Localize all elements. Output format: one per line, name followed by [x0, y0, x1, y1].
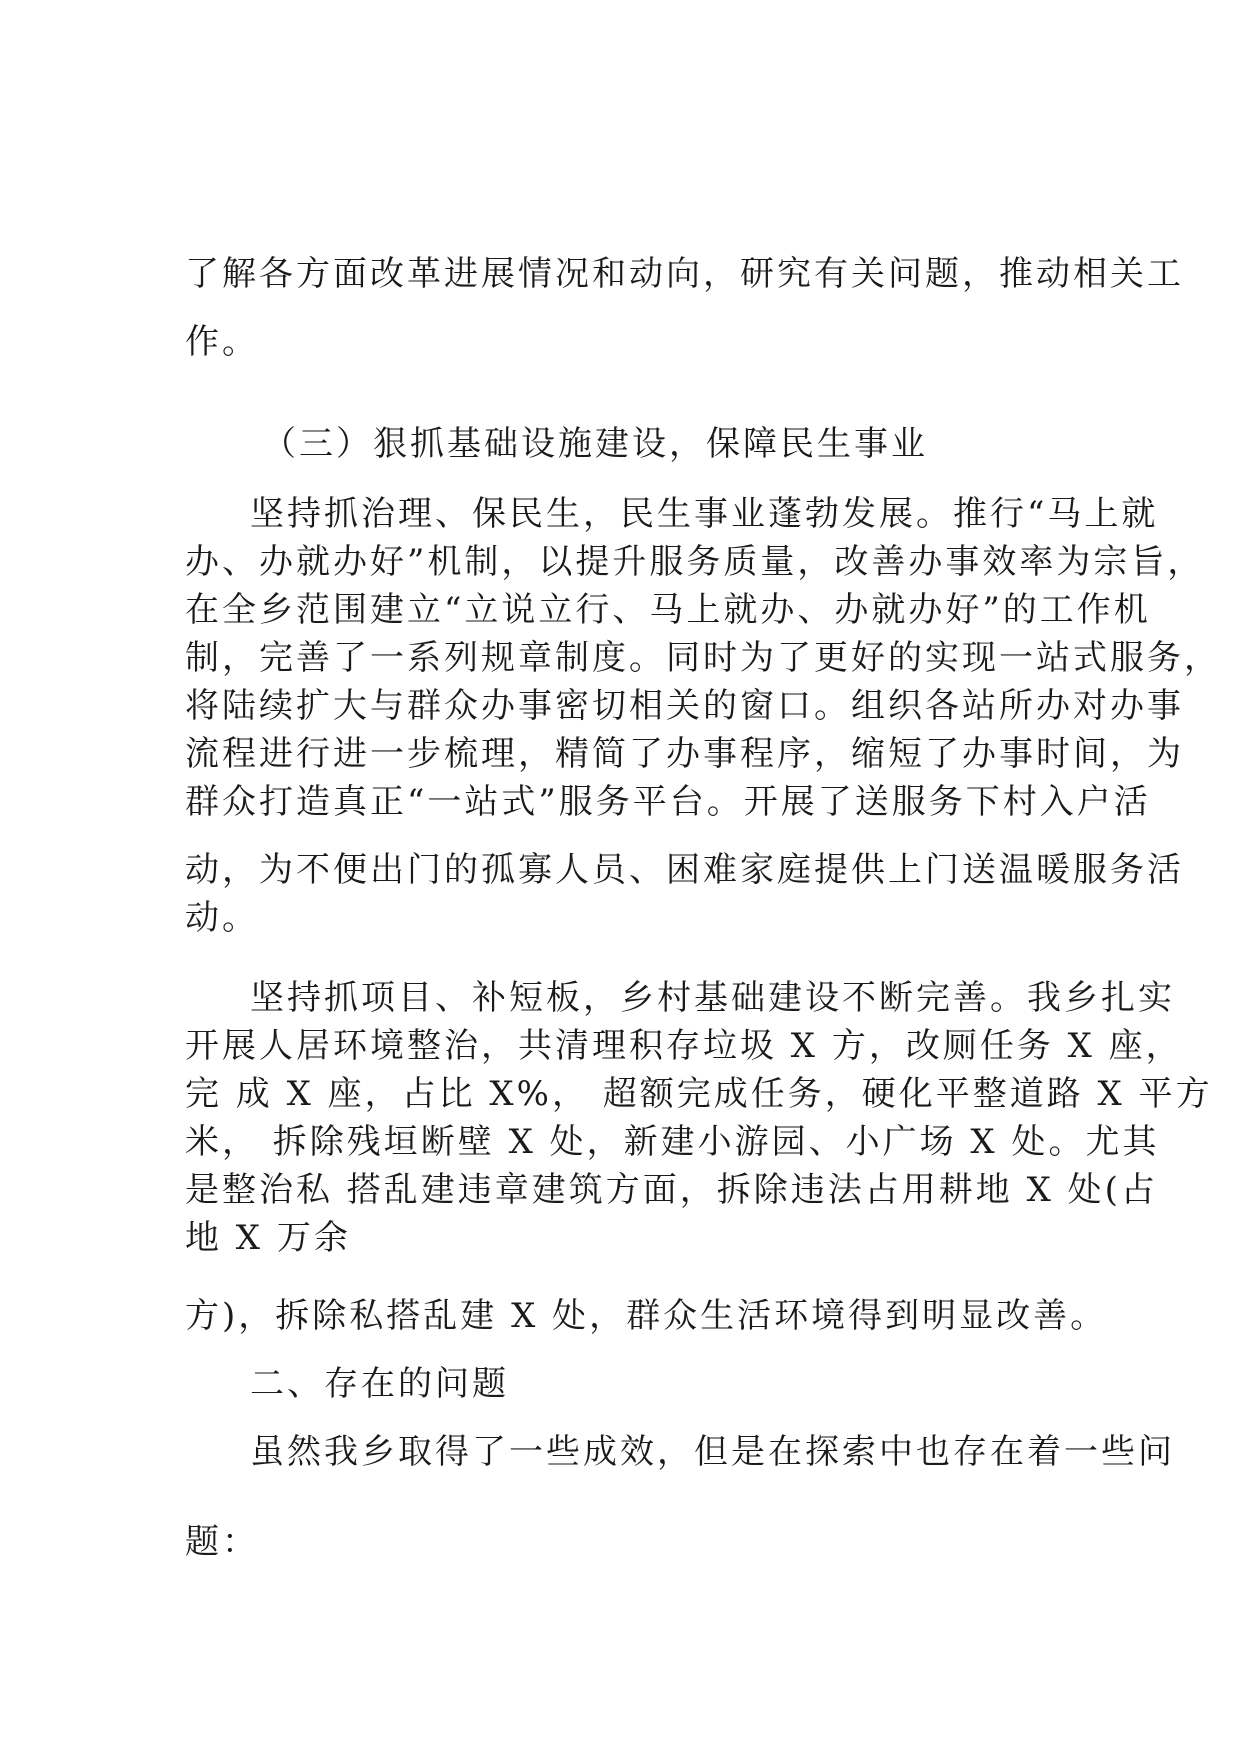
paragraph-line: 作。	[185, 322, 259, 362]
paragraph-line: 动。	[185, 898, 259, 938]
paragraph-line: 题：	[185, 1522, 259, 1562]
paragraph-line: 坚持抓项目、补短板，乡村基础建设不断完善。我乡扎实	[250, 978, 1175, 1018]
paragraph-line: 坚持抓治理、保民生，民生事业蓬勃发展。推行“马上就	[250, 494, 1159, 534]
paragraph-line: 方)，拆除私搭乱建 X 处，群众生活环境得到明显改善。	[185, 1296, 1108, 1336]
paragraph-line: 流程进行进一步梳理，精简了办事程序，缩短了办事时间，为	[185, 734, 1184, 774]
paragraph-line: 制，完善了一系列规章制度。同时为了更好的实现一站式服务，	[185, 638, 1221, 678]
section-heading: 二、存在的问题	[250, 1364, 509, 1404]
paragraph-line: 动，为不便出门的孤寡人员、困难家庭提供上门送温暖服务活	[185, 850, 1184, 890]
paragraph-line: 在全乡范围建立“立说立行、马上就办、办就办好”的工作机	[185, 590, 1151, 630]
paragraph-line: 米， 拆除残垣断壁 X 处，新建小游园、小广场 X 处。尤其	[185, 1122, 1160, 1162]
paragraph-line: 虽然我乡取得了一些成效，但是在探索中也存在着一些问	[250, 1432, 1175, 1472]
paragraph-line: 将陆续扩大与群众办事密切相关的窗口。组织各站所办对办事	[185, 686, 1184, 726]
paragraph-line: 了解各方面改革进展情况和动向，研究有关问题，推动相关工	[185, 254, 1184, 294]
section-heading: （三）狠抓基础设施建设，保障民生事业	[262, 424, 928, 464]
paragraph-line: 地 X 万余	[185, 1218, 351, 1258]
paragraph-line: 群众打造真正“一站式”服务平台。开展了送服务下村入户活	[185, 782, 1151, 822]
paragraph-line: 完 成 X 座，占比 X%， 超额完成任务，硬化平整道路 X 平方	[185, 1074, 1213, 1114]
paragraph-line: 办、办就办好”机制，以提升服务质量，改善办事效率为宗旨，	[185, 542, 1205, 582]
paragraph-line: 开展人居环境整治，共清理积存垃圾 X 方，改厕任务 X 座，	[185, 1026, 1183, 1066]
paragraph-line: 是整治私 搭乱建违章建筑方面，拆除违法占用耕地 X 处(占	[185, 1170, 1158, 1210]
